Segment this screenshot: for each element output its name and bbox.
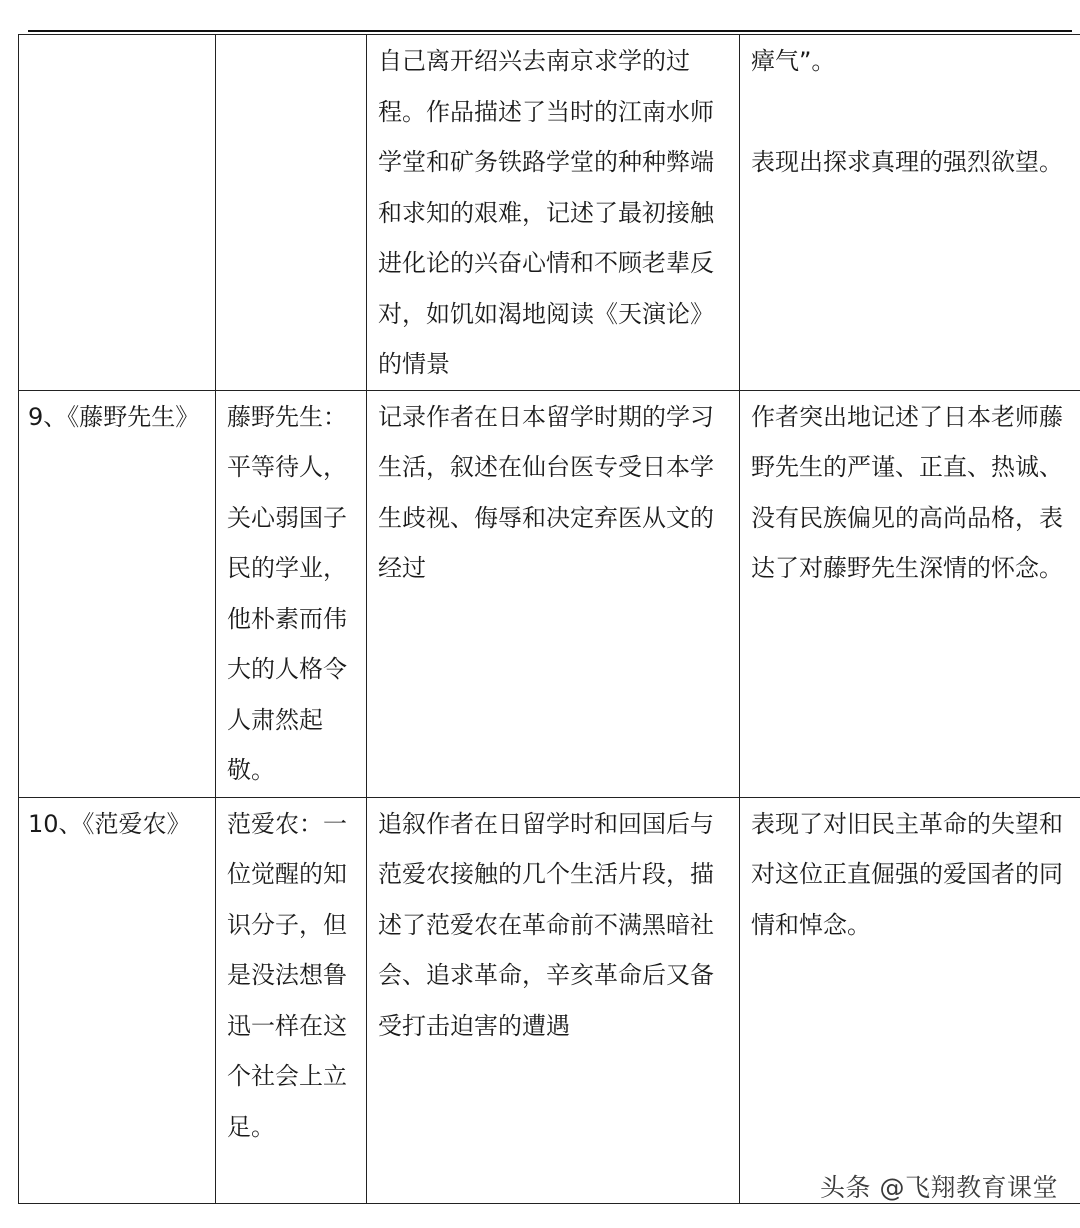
cell-character — [216, 35, 367, 391]
cell-character: 范爱农：一位觉醒的知识分子，但是没法想鲁迅一样在这个社会上立足。 — [216, 797, 367, 1203]
cell-theme: 表现了对旧民主革命的失望和对这位正直倔强的爱国者的同情和悼念。 — [740, 797, 1080, 1203]
cell-title — [19, 35, 216, 391]
top-rule — [28, 30, 1072, 32]
cell-title: 9、《藤野先生》 — [19, 390, 216, 797]
cell-content: 自己离开绍兴去南京求学的过程。作品描述了当时的江南水师学堂和矿务铁路学堂的种种弊端和求知的艰难，记述了最初接触进化论的兴奋心情和不顾老辈反对，如饥如渴地阅读《天演论》的情景 — [367, 35, 740, 391]
table-row — [19, 797, 1080, 1203]
cell-theme: 作者突出地记述了日本老师藤野先生的严谨、正直、热诚、没有民族偏见的高尚品格，表达了对藤野先生深情的怀念。 — [740, 390, 1080, 797]
cell-content: 追叙作者在日留学时和回国后与范爱农接触的几个生活片段，描述了范爱农在革命前不满黑暗社会、追求革命，辛亥革命后又备受打击迫害的遭遇 — [367, 797, 740, 1203]
cell-content: 记录作者在日本留学时期的学习生活，叙述在仙台医专受日本学生歧视、侮辱和决定弃医从文的经过 — [367, 390, 740, 797]
table-row — [19, 390, 1080, 797]
watermark: 头条 @飞翔教育课堂 — [820, 1173, 1058, 1202]
cell-character: 藤野先生：平等待人，关心弱国子民的学业，他朴素而伟大的人格令人肃然起敬。 — [216, 390, 367, 797]
cell-theme: 瘴气”。 表现出探求真理的强烈欲望。 — [740, 35, 1080, 391]
cell-title: 10、《范爱农》 — [19, 797, 216, 1203]
summary-table — [18, 34, 1080, 1204]
table-row — [19, 35, 1080, 391]
